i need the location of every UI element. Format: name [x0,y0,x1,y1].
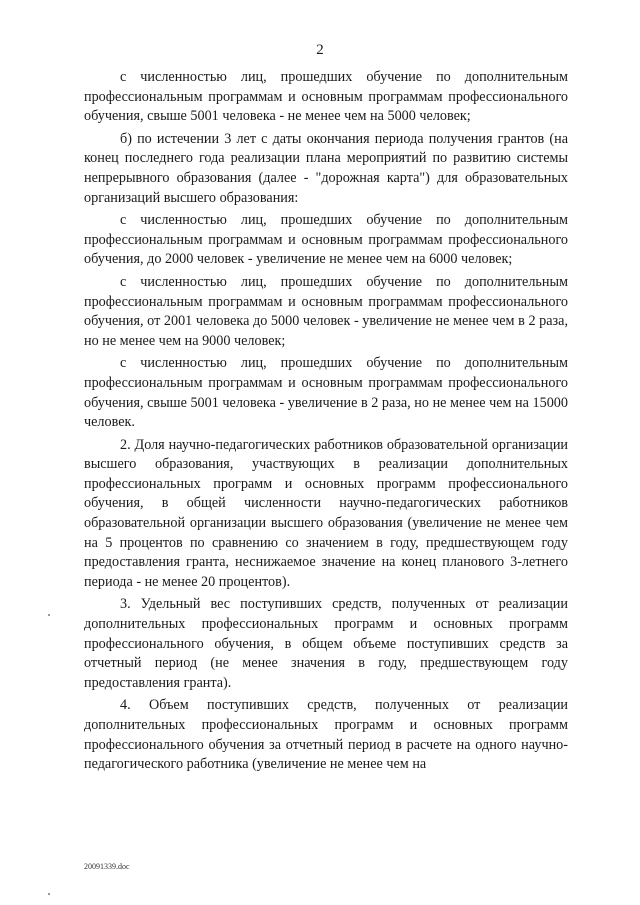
paragraph-4: с численностью лиц, прошедших обучение по дополнительным профессиональным программам и основным программам профессионального обучения, от 2001 человека до 5000 человек - увеличение не менее чем в 2 раза, но не менее чем на 9000 человек; [84,273,568,349]
scan-speck [48,893,50,895]
paragraph-6: 2. Доля научно-педагогических работников образовательной организации высшего образования, участвующих в реализации дополнительных профессиональных программ и основных программ профессионального обучения, в общей численности научно-педагогических работников образовательной организации высшего образования (увеличение не менее чем на 5 процентов по сравнению со значением в году, предшествующем году предоставления гранта, неснижаемое значение на конец планового 3-летнего периода - не менее 20 процентов). [84,436,568,590]
paragraph-7: 3. Удельный вес поступивших средств, полученных от реализации дополнительных профессиональных программ и основных программ профессионального обучения, в общем объеме поступивших средств за отчетный период (не менее значения в году, предшествующем году предоставления гранта). [84,596,568,691]
paragraph-3: с численностью лиц, прошедших обучение по дополнительным профессиональным программам и основным программам профессионального обучения, до 2000 человек - увеличение не менее чем на 6000 человек; [84,212,568,268]
paragraph-2: б) по истечении 3 лет с даты окончания периода получения грантов (на конец последнего года реализации плана мероприятий по развитию системы непрерывного образования (далее - "дорожная карта") для образовательных организаций высшего образования: [84,130,568,206]
page-number: 2 [316,42,324,58]
paragraph-5: с численностью лиц, прошедших обучение по дополнительным профессиональным программам и основным программам профессионального обучения, свыше 5001 человека - увеличение в 2 раза, но не менее чем на 15000 человек. [84,355,568,431]
document-body [84,68,568,778]
paragraph-1: с численностью лиц, прошедших обучение по дополнительным профессиональным программам и основным программам профессионального обучения, свыше 5001 человека - не менее чем на 5000 человек; [84,69,568,125]
file-name-footer: 20091339.doc [84,862,130,871]
paragraph-8: 4. Объем поступивших средств, полученных от реализации дополнительных профессиональных программ и основных программ профессионального обучения за отчетный период в расчете на одного научно-педагогического работника (увеличение не менее чем на [84,697,568,773]
scan-speck [48,614,50,616]
